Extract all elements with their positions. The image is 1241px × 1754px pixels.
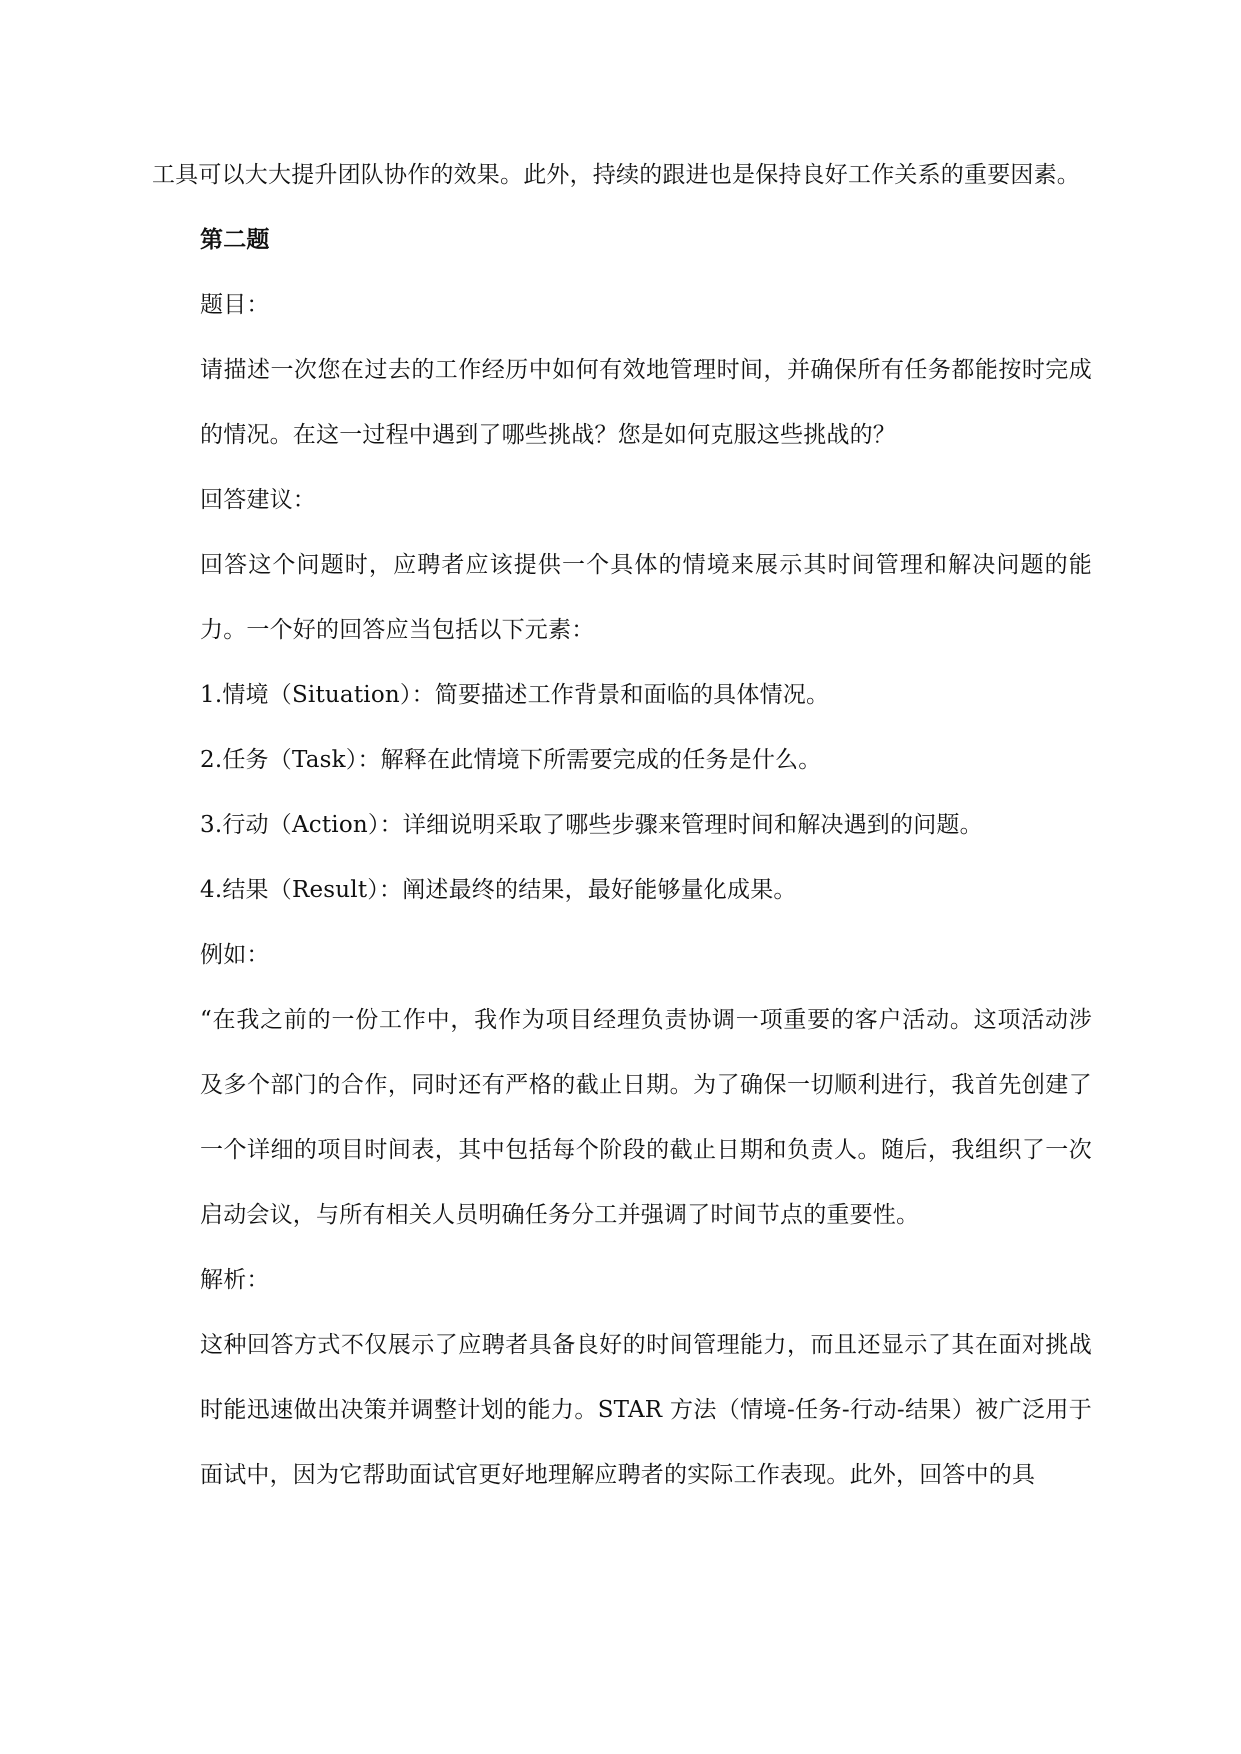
paragraph-continuation: 工具可以大大提升团队协作的效果。此外，持续的跟进也是保持良好工作关系的重要因素。 xyxy=(152,162,1080,188)
section-heading: 第二题 xyxy=(200,227,270,253)
advice-text: 回答这个问题时，应聘者应该提供一个具体的情境来展示其时间管理和解决问题的能力。一个好的回答应当包括以下元素： xyxy=(200,552,1092,643)
list-item-result: 4.结果（Result）：阐述最终的结果，最好能够量化成果。 xyxy=(200,877,797,903)
list-item-task: 2.任务（Task）：解释在此情境下所需要完成的任务是什么。 xyxy=(200,747,822,773)
example-text: “在我之前的一份工作中，我作为项目经理负责协调一项重要的客户活动。这项活动涉及多个部门的合作，同时还有严格的截止日期。为了确保一切顺利进行，我首先创建了一个详细的项目时间表，其中包括每个阶段的截止日期和负责人。随后，我组织了一次启动会议，与所有相关人员明确任务分工并强调了时间节点的重要性。 xyxy=(200,1007,1092,1228)
question-text: 请描述一次您在过去的工作经历中如何有效地管理时间，并确保所有任务都能按时完成的情况。在这一过程中遇到了哪些挑战？您是如何克服这些挑战的？ xyxy=(200,357,1092,448)
advice-label: 回答建议： xyxy=(200,487,316,513)
document-body xyxy=(152,143,1092,1508)
list-item-action: 3.行动（Action）：详细说明采取了哪些步骤来管理时间和解决遇到的问题。 xyxy=(200,812,983,838)
question-label: 题目： xyxy=(200,292,270,318)
list-item-situation: 1.情境（Situation）：简要描述工作背景和面临的具体情况。 xyxy=(200,682,830,708)
analysis-text: 这种回答方式不仅展示了应聘者具备良好的时间管理能力，而且还显示了其在面对挑战时能迅速做出决策并调整计划的能力。STAR 方法（情境-任务-行动-结果）被广泛用于面试中，因为它帮助面试官更好地理解应聘者的实际工作表现。此外，回答中的具 xyxy=(200,1332,1092,1488)
example-label: 例如： xyxy=(200,942,270,968)
analysis-label: 解析： xyxy=(200,1267,270,1293)
